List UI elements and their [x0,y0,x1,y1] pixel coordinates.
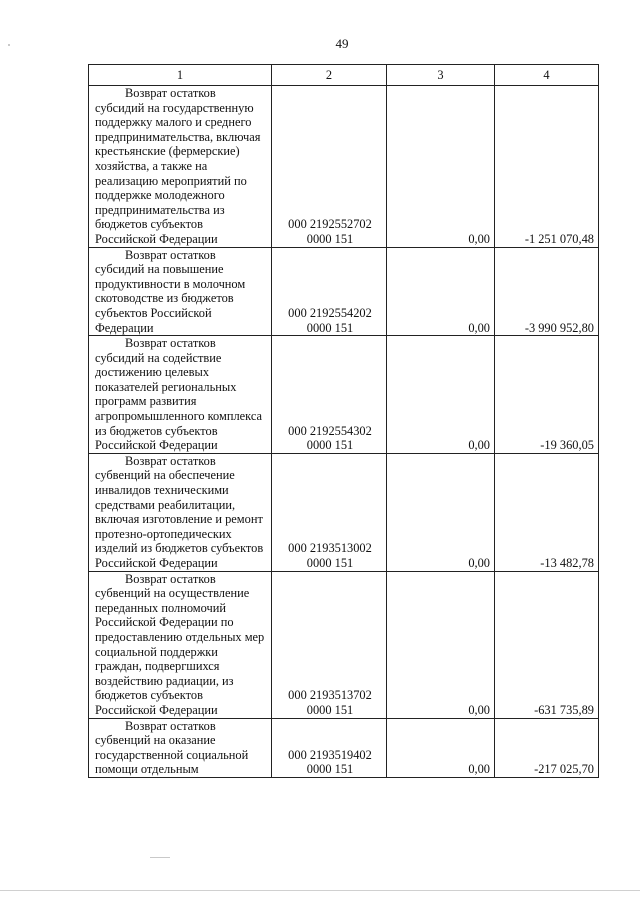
budget-code-line: 000 2192552702 [288,217,372,232]
amount-col3-cell: 0,00 [387,718,495,777]
budget-code-line: 0000 151 [306,320,354,335]
amount-col4-cell: -217 025,70 [495,718,599,777]
income-name-cell: Возврат остатков субвенций на осуществление переданных полномочий Российской Федерации по предоставлению отдельных мер социальной поддержки граждан, подвергшихся воздействию радиации, из бюджетов субъектов Российской Федерации [89,571,272,718]
budget-code-line: 0000 151 [306,438,354,453]
budget-code-cell [272,453,387,571]
amount-col3-cell: 0,00 [387,86,495,248]
income-name-cell: Возврат остатков субсидий на повышение продуктивности в молочном скотоводстве из бюджетов субъектов Российской Федерации [89,247,272,336]
table-row [89,86,599,248]
budget-code-line: 0000 151 [306,762,354,777]
column-header-1: 1 [89,65,272,86]
amount-col3-cell: 0,00 [387,571,495,718]
budget-code-cell [272,86,387,248]
header-row [89,65,599,86]
budget-code-cell [272,718,387,777]
budget-table [88,64,599,778]
income-name-cell: Возврат остатков субсидий на содействие достижению целевых показателей региональных программ развития агропромышленного комплекса из бюджетов субъектов Российской Федерации [89,336,272,454]
budget-code-line: 0000 151 [306,231,354,246]
amount-col4-cell: -19 360,05 [495,336,599,454]
income-name-cell: Возврат остатков субвенций на оказание государственной социальной помощи отдельным [89,718,272,777]
budget-code-line: 0000 151 [306,702,354,717]
budget-code-line: 000 2193519402 [288,747,372,762]
table-row [89,336,599,454]
page-number: 49 [335,36,349,51]
budget-code-line: 000 2192554202 [288,305,372,320]
budget-code-line: 000 2192554302 [288,423,372,438]
amount-col3-cell: 0,00 [387,453,495,571]
income-name-cell: Возврат остатков субвенций на обеспечение инвалидов техническими средствами реабилитации, включая изготовление и ремонт протезно-ортопедических изделий из бюджетов субъектов Российской Федерации [89,453,272,571]
budget-code-cell [272,571,387,718]
income-name-cell: Возврат остатков субсидий на государственную поддержку малого и среднего предпринимательства, включая крестьянские (фермерские) хозяйства, а также на реализацию мероприятий по поддержке молодежного предпринимательства из бюджетов субъектов Российской Федерации [89,86,272,248]
column-header-4: 4 [495,65,599,86]
scan-speck [150,857,170,858]
table-row [89,571,599,718]
column-header-2: 2 [272,65,387,86]
scan-speck [8,44,10,46]
budget-code-line: 000 2193513702 [288,688,372,703]
amount-col3-cell: 0,00 [387,247,495,336]
scan-edge-line [0,890,640,891]
table-row [89,718,599,777]
budget-code-cell [272,336,387,454]
table-row [89,453,599,571]
budget-code-line: 0000 151 [306,556,354,570]
amount-col4-cell: -1 251 070,48 [495,86,599,248]
amount-col4-cell: -13 482,78 [495,453,599,571]
table-row [89,247,599,336]
budget-code-cell [272,247,387,336]
amount-col3-cell: 0,00 [387,336,495,454]
amount-col4-cell: -631 735,89 [495,571,599,718]
budget-code-line: 000 2193513002 [288,541,372,556]
amount-col4-cell: -3 990 952,80 [495,247,599,336]
column-header-3: 3 [387,65,495,86]
